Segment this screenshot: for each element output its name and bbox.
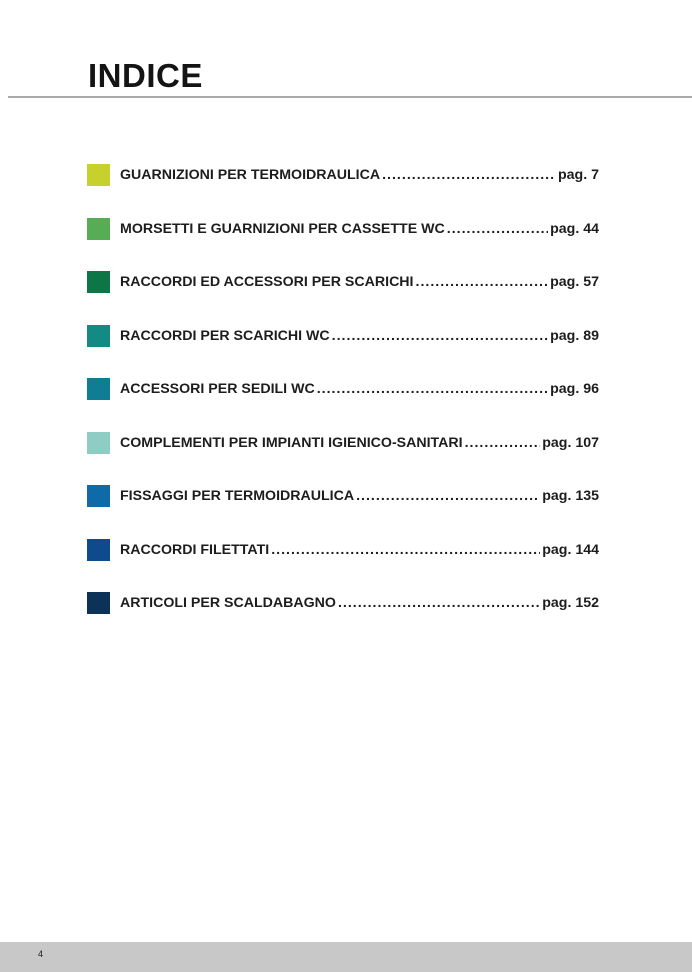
section-color-swatch	[87, 271, 110, 293]
dot-leader	[447, 221, 548, 237]
toc-page-ref: pag. 57	[550, 274, 599, 290]
toc-entry-guarnizioni-termoidraulica[interactable]	[87, 163, 599, 187]
section-color-swatch	[87, 485, 110, 507]
section-color-swatch	[87, 592, 110, 614]
footer-bar	[0, 942, 692, 972]
dot-leader	[271, 542, 540, 558]
toc-page-ref: pag. 107	[542, 434, 599, 451]
toc-entry-text	[120, 167, 599, 183]
toc-entry-text	[120, 381, 599, 397]
toc-page-ref: pag. 96	[550, 381, 599, 397]
section-color-swatch	[87, 432, 110, 454]
toc-entry-complementi-igienico-sanitari[interactable]	[87, 431, 599, 455]
toc-entry-label: RACCORDI FILETTATI	[120, 541, 270, 558]
toc-entry-text	[120, 221, 599, 237]
toc-entry-morsetti-cassette-wc[interactable]	[87, 217, 599, 241]
dot-leader	[356, 488, 540, 504]
toc-page-ref: pag. 152	[542, 595, 599, 611]
toc-entry-raccordi-filettati[interactable]	[87, 538, 599, 562]
toc-entry-label: FISSAGGI PER TERMOIDRAULICA	[120, 488, 355, 504]
toc-entry-text	[120, 542, 599, 558]
dot-leader	[465, 435, 541, 451]
toc-entry-articoli-scaldabagno[interactable]	[87, 591, 599, 615]
toc-page-ref: pag. 144	[542, 541, 599, 558]
dot-leader	[382, 167, 556, 183]
toc-entry-raccordi-scarichi-wc[interactable]	[87, 324, 599, 348]
dot-leader	[338, 595, 540, 611]
toc-entry-label: ARTICOLI PER SCALDABAGNO	[120, 595, 336, 611]
table-of-contents	[87, 163, 599, 645]
toc-entry-text	[120, 274, 599, 290]
toc-entry-fissaggi-termoidraulica[interactable]	[87, 484, 599, 508]
toc-entry-text	[120, 488, 599, 504]
title-divider	[8, 96, 692, 98]
section-color-swatch	[87, 378, 110, 400]
dot-leader	[416, 274, 549, 290]
toc-entry-text	[120, 595, 599, 611]
section-color-swatch	[87, 539, 110, 561]
page-number: 4	[38, 949, 44, 959]
page-title: INDICE	[88, 57, 203, 94]
toc-page-ref: pag. 44	[550, 220, 599, 237]
section-color-swatch	[87, 218, 110, 240]
toc-page-ref: pag. 89	[550, 327, 599, 344]
toc-entry-text	[120, 435, 599, 451]
toc-entry-label: MORSETTI E GUARNIZIONI PER CASSETTE WC	[120, 220, 445, 237]
section-color-swatch	[87, 164, 110, 186]
toc-entry-accessori-sedili-wc[interactable]	[87, 377, 599, 401]
dot-leader	[332, 328, 548, 344]
toc-page-ref: pag. 135	[542, 488, 599, 504]
toc-entry-label: RACCORDI PER SCARICHI WC	[120, 327, 330, 344]
section-color-swatch	[87, 325, 110, 347]
toc-entry-label: COMPLEMENTI PER IMPIANTI IGIENICO-SANITARI	[120, 434, 463, 451]
dot-leader	[317, 381, 548, 397]
toc-entry-label: GUARNIZIONI PER TERMOIDRAULICA	[120, 167, 381, 183]
toc-entry-text	[120, 328, 599, 344]
toc-entry-label: ACCESSORI PER SEDILI WC	[120, 381, 315, 397]
toc-entry-label: RACCORDI ED ACCESSORI PER SCARICHI	[120, 274, 414, 290]
toc-entry-raccordi-accessori-scarichi[interactable]	[87, 270, 599, 294]
toc-page-ref: pag. 7	[558, 167, 599, 183]
